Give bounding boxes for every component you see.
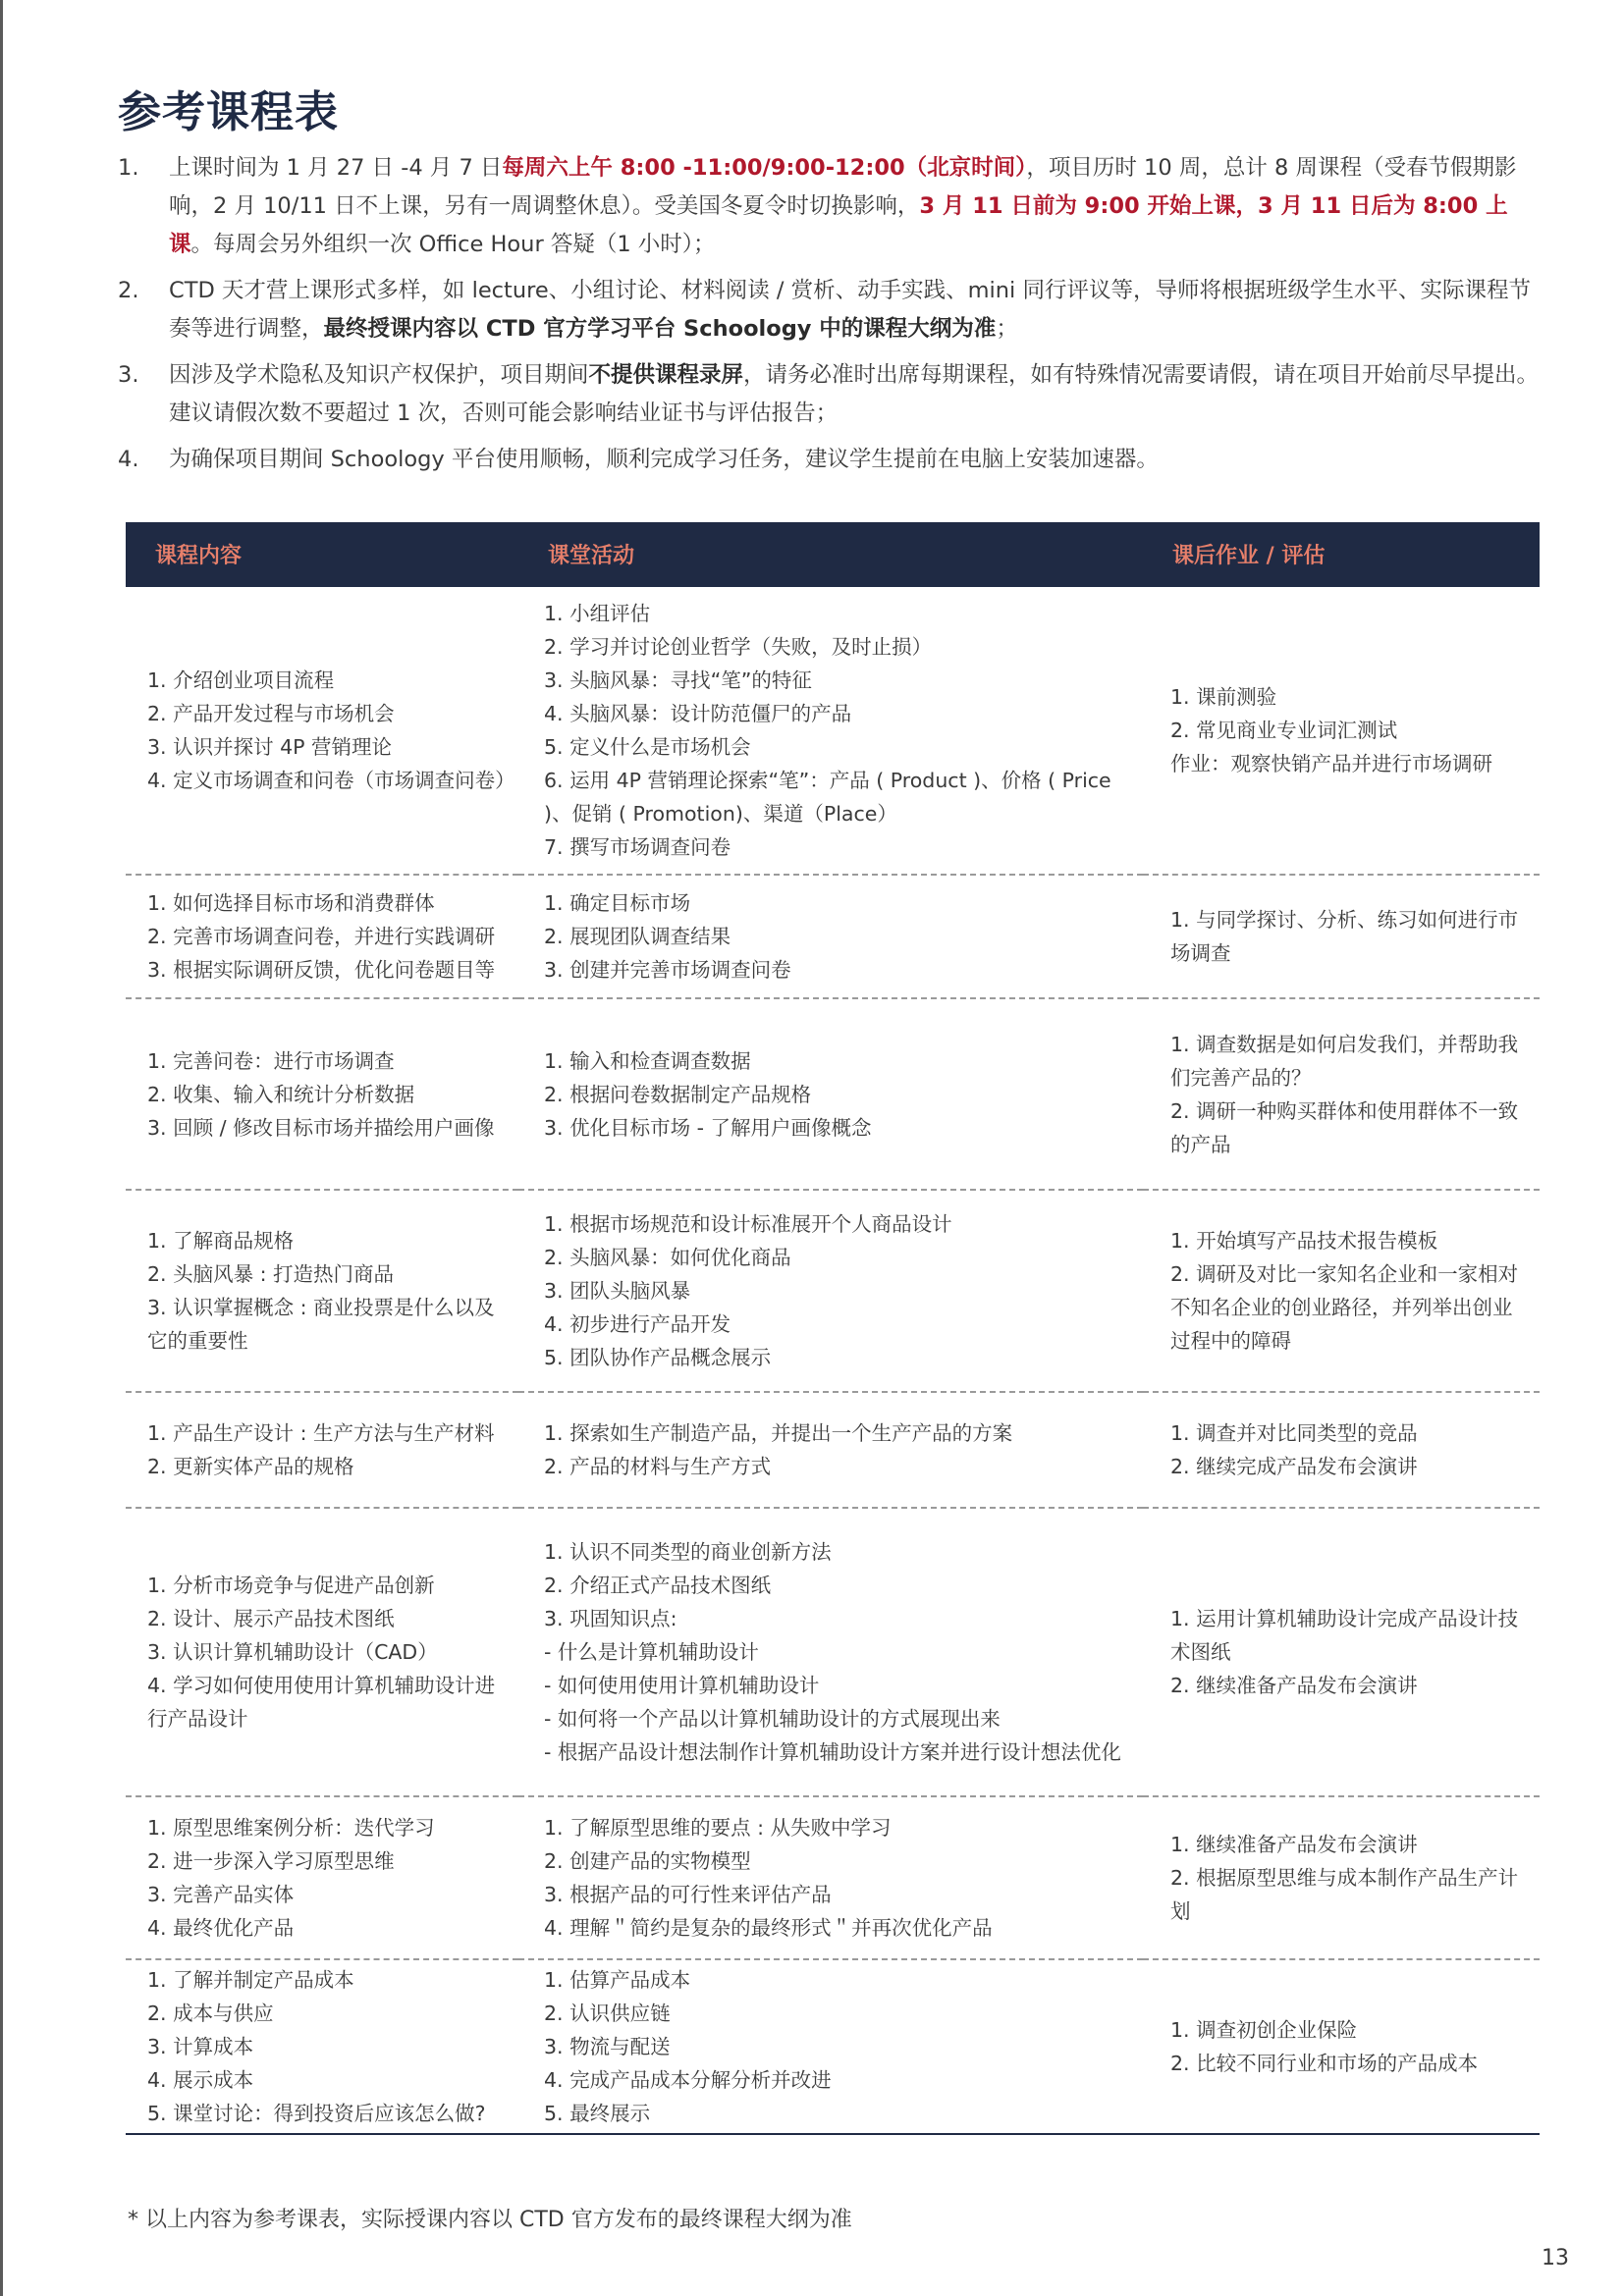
cell-line: 1. 继续准备产品发布会演讲	[1170, 1833, 1418, 1856]
cell-homework	[1143, 1509, 1540, 1797]
cell-line: 2. 设计、展示产品技术图纸	[147, 1607, 395, 1630]
cell-line: 3. 物流与配送	[544, 2035, 671, 2058]
cell-class-activities	[518, 1191, 1143, 1393]
cell-line: 6. 运用 4P 营销理论探索“笔”：产品 ( Product )、价格 ( Price )、促销 ( Promotion)、渠道（Place）	[544, 769, 1111, 826]
cell-line: 作业：观察快销产品并进行市场调研	[1170, 752, 1492, 775]
note-item	[118, 272, 1551, 348]
cell-line: 1. 了解商品规格	[147, 1229, 295, 1253]
cell-line: 3. 计算成本	[147, 2035, 254, 2058]
note-number: 2.	[118, 278, 139, 303]
note-text	[169, 149, 1551, 264]
cell-homework	[1143, 1797, 1540, 1960]
table-row	[126, 999, 1540, 1191]
cell-line: 1. 探索如生产制造产品，并提出一个生产产品的方案	[544, 1421, 1013, 1445]
cell-line: 1. 调查数据是如何启发我们，并帮助我们完善产品的？	[1170, 1032, 1519, 1090]
cell-line: 3. 认识并探讨 4P 营销理论	[147, 735, 393, 759]
cell-line: 2. 收集、输入和统计分析数据	[147, 1082, 415, 1106]
cell-class-activities	[518, 1960, 1143, 2135]
table-row	[126, 1393, 1540, 1509]
note-highlight: 每周六上午 8:00 -11:00/9:00-12:00（北京时间）	[502, 155, 1027, 181]
cell-line: 3. 巩固知识点:	[544, 1607, 677, 1630]
cell-line: 2. 根据原型思维与成本制作产品生产计划	[1170, 1866, 1519, 1923]
cell-line: 4. 理解＂简约是复杂的最终形式＂并再次优化产品	[544, 1916, 993, 1940]
header-class-activities: 课堂活动	[548, 543, 635, 568]
cell-line: - 如何使用使用计算机辅助设计	[544, 1674, 820, 1697]
cell-homework	[1143, 1960, 1540, 2135]
note-emphasis: 不提供课程录屏	[588, 362, 744, 388]
cell-line: 3. 团队头脑风暴	[544, 1279, 691, 1303]
cell-line: 2. 调研一种购买群体和使用群体不一致的产品	[1170, 1098, 1519, 1156]
cell-line: 3. 创建并完善市场调查问卷	[544, 958, 791, 982]
note-item	[118, 149, 1551, 264]
cell-line: 3. 根据产品的可行性来评估产品	[544, 1883, 832, 1906]
cell-line: 1. 开始填写产品技术报告模板	[1170, 1229, 1438, 1253]
cell-line: 2. 根据问卷数据制定产品规格	[544, 1082, 812, 1106]
cell-line: 2. 产品的材料与生产方式	[544, 1455, 772, 1478]
cell-line: 7. 撰写市场调查问卷	[544, 835, 731, 859]
note-text-part: ，请务必准时出席每期课程，如有特殊情况需要请假，请在项目开始前尽早提出。建议请假次数不要超过 1 次，否则可能会影响结业证书与评估报告；	[169, 362, 1540, 426]
cell-line: 1. 估算产品成本	[544, 1968, 691, 1992]
note-text-part: ；	[996, 316, 1018, 342]
cell-homework	[1143, 1393, 1540, 1509]
cell-line: 1. 输入和检查调查数据	[544, 1048, 751, 1073]
note-text-part: 为确保项目期间 Schoology 平台使用顺畅，顺利完成学习任务，建议学生提前在电脑上安装加速器。	[169, 447, 1159, 472]
note-text-part: 上课时间为 1 月 27 日 -4 月 7 日	[169, 155, 503, 181]
cell-line: 5. 团队协作产品概念展示	[544, 1346, 772, 1369]
cell-line: 2. 调研及对比一家知名企业和一家相对不知名企业的创业路径，并列举出创业过程中的障碍	[1170, 1262, 1519, 1353]
cell-line: 2. 继续准备产品发布会演讲	[1170, 1674, 1418, 1697]
note-text	[169, 356, 1551, 433]
note-highlight: 3 月 11 日前为 9:00 开始上课，3 月 11 日后为 8:00 上课	[169, 193, 1508, 257]
cell-class-activities	[518, 1797, 1143, 1960]
cell-line: 4. 定义市场调查和问卷（市场调查问卷）	[147, 769, 515, 792]
table-row	[126, 1960, 1540, 2135]
page-title: 参考课程表	[118, 87, 339, 137]
cell-class-activities	[518, 876, 1143, 999]
cell-line: 4. 完成产品成本分解分析并改进	[544, 2068, 832, 2092]
note-emphasis: 最终授课内容以 CTD 官方学习平台 Schoology 中的课程大纲为准	[323, 316, 997, 342]
cell-class-activities	[518, 1509, 1143, 1797]
cell-course-content	[126, 1393, 518, 1509]
note-number: 3.	[118, 362, 139, 388]
cell-line: 1. 认识不同类型的商业创新方法	[544, 1540, 832, 1564]
cell-line: 1. 了解原型思维的要点 : 从失败中学习	[544, 1816, 892, 1840]
cell-course-content	[126, 876, 518, 999]
cell-course-content	[126, 999, 518, 1191]
table-row	[126, 1191, 1540, 1393]
note-text-part: 。每周会另外组织一次 Office Hour 答疑（1 小时）；	[190, 232, 716, 257]
header-course-content: 课程内容	[155, 543, 243, 568]
cell-line: 3. 根据实际调研反馈，优化问卷题目等	[147, 958, 496, 982]
table-row	[126, 1509, 1540, 1797]
table-row	[126, 876, 1540, 999]
cell-line: 1. 根据市场规范和设计标准展开个人商品设计	[544, 1212, 952, 1236]
cell-class-activities	[518, 587, 1143, 876]
cell-line: 4. 最终优化产品	[147, 1916, 295, 1940]
cell-line: 1. 完善问卷：进行市场调查	[147, 1048, 395, 1073]
cell-line: 5. 课堂讨论：得到投资后应该怎么做?	[147, 2102, 486, 2125]
cell-line: 1. 分析市场竞争与促进产品创新	[147, 1574, 435, 1597]
cell-line: 1. 调查并对比同类型的竞品	[1170, 1421, 1418, 1445]
cell-line: 1. 了解并制定产品成本	[147, 1968, 354, 1992]
cell-line: 1. 课前测验	[1170, 685, 1277, 709]
notes-list	[118, 149, 1551, 487]
cell-line: 3. 完善产品实体	[147, 1883, 295, 1906]
schedule-table	[126, 522, 1540, 2135]
cell-line: 1. 与同学探讨、分析、练习如何进行市场调查	[1170, 908, 1519, 965]
cell-line: - 根据产品设计想法制作计算机辅助设计方案并进行设计想法优化	[544, 1740, 1121, 1764]
note-text	[169, 441, 1551, 479]
footnote: * 以上内容为参考课表，实际授课内容以 CTD 官方发布的最终课程大纲为准	[128, 2208, 852, 2232]
cell-line: 2. 展现团队调查结果	[544, 925, 731, 948]
table-row	[126, 1797, 1540, 1960]
cell-line: 3. 认识计算机辅助设计（CAD）	[147, 1640, 438, 1664]
cell-line: 2. 比较不同行业和市场的产品成本	[1170, 2052, 1479, 2075]
cell-line: 1. 小组评估	[544, 602, 651, 625]
cell-line: 2. 成本与供应	[147, 2002, 274, 2025]
note-item	[118, 356, 1551, 433]
cell-class-activities	[518, 1393, 1143, 1509]
cell-line: 4. 头脑风暴：设计防范僵尸的产品	[544, 702, 852, 725]
cell-course-content	[126, 587, 518, 876]
cell-line: 3. 头脑风暴：寻找“笔”的特征	[544, 668, 812, 692]
cell-line: 2. 学习并讨论创业哲学（失败，及时止损）	[544, 635, 933, 659]
cell-homework	[1143, 876, 1540, 999]
note-text-part: 因涉及学术隐私及知识产权保护，项目期间	[169, 362, 589, 388]
cell-line: 1. 产品生产设计 : 生产方法与生产材料	[147, 1421, 495, 1445]
cell-line: 2. 头脑风暴：如何优化商品	[544, 1246, 791, 1269]
page-edge	[0, 0, 3, 2296]
cell-line: 1. 调查初创企业保险	[1170, 2018, 1358, 2042]
cell-line: 2. 认识供应链	[544, 2002, 671, 2025]
schedule-header	[126, 522, 1540, 585]
cell-line: - 如何将一个产品以计算机辅助设计的方式展现出来	[544, 1707, 1001, 1731]
cell-homework	[1143, 1191, 1540, 1393]
page-number: 13	[1542, 2246, 1569, 2270]
cell-line: 5. 定义什么是市场机会	[544, 735, 751, 759]
note-number: 4.	[118, 447, 139, 472]
cell-line: 2. 产品开发过程与市场机会	[147, 702, 395, 725]
cell-homework	[1143, 999, 1540, 1191]
cell-line: 2. 创建产品的实物模型	[544, 1849, 751, 1873]
cell-course-content	[126, 1191, 518, 1393]
header-homework: 课后作业 / 评估	[1172, 543, 1326, 568]
cell-line: 2. 继续完成产品发布会演讲	[1170, 1455, 1418, 1478]
cell-line: 4. 展示成本	[147, 2068, 254, 2092]
cell-line: 1. 如何选择目标市场和消费群体	[147, 891, 435, 915]
cell-line: 1. 运用计算机辅助设计完成产品设计技术图纸	[1170, 1607, 1519, 1664]
cell-course-content	[126, 1960, 518, 2135]
cell-line: 3. 认识掌握概念 : 商业投票是什么以及它的重要性	[147, 1296, 495, 1353]
note-number: 1.	[118, 155, 139, 181]
cell-line: 2. 完善市场调查问卷，并进行实践调研	[147, 925, 496, 948]
cell-line: 2. 介绍正式产品技术图纸	[544, 1574, 772, 1597]
cell-line: 2. 进一步深入学习原型思维	[147, 1849, 395, 1873]
cell-line: 2. 常见商业专业词汇测试	[1170, 719, 1398, 742]
cell-line: 4. 学习如何使用使用计算机辅助设计进行产品设计	[147, 1674, 496, 1731]
schedule-body	[126, 585, 1540, 2135]
cell-homework	[1143, 587, 1540, 876]
table-row	[126, 585, 1540, 876]
cell-line: - 什么是计算机辅助设计	[544, 1640, 759, 1664]
cell-line: 3. 回顾 / 修改目标市场并描绘用户画像	[147, 1115, 495, 1140]
cell-line: 1. 介绍创业项目流程	[147, 668, 335, 692]
cell-line: 2. 更新实体产品的规格	[147, 1455, 354, 1478]
note-text-part: ，项目历时 10 周，总计 8 周课程（受春节假期影响，2 月 10/11 日不上课，另有一周调整休息）。受美国冬夏令时切换影响，	[169, 155, 1517, 219]
note-text-part: CTD 天才营上课形式多样，如 lecture、小组讨论、材料阅读 / 赏析、动手实践、mini 同行评议等，导师将根据班级学生水平、实际课程节奏等进行调整，	[169, 278, 1531, 342]
cell-line: 1. 原型思维案例分析：迭代学习	[147, 1816, 435, 1840]
cell-line: 2. 头脑风暴 : 打造热门商品	[147, 1262, 395, 1286]
cell-line: 4. 初步进行产品开发	[544, 1312, 731, 1336]
note-item	[118, 441, 1551, 479]
cell-class-activities	[518, 999, 1143, 1191]
cell-line: 1. 确定目标市场	[544, 891, 691, 915]
cell-course-content	[126, 1509, 518, 1797]
cell-line: 5. 最终展示	[544, 2102, 651, 2125]
note-text	[169, 272, 1551, 348]
cell-course-content	[126, 1797, 518, 1960]
cell-line: 3. 优化目标市场 - 了解用户画像概念	[544, 1115, 872, 1140]
